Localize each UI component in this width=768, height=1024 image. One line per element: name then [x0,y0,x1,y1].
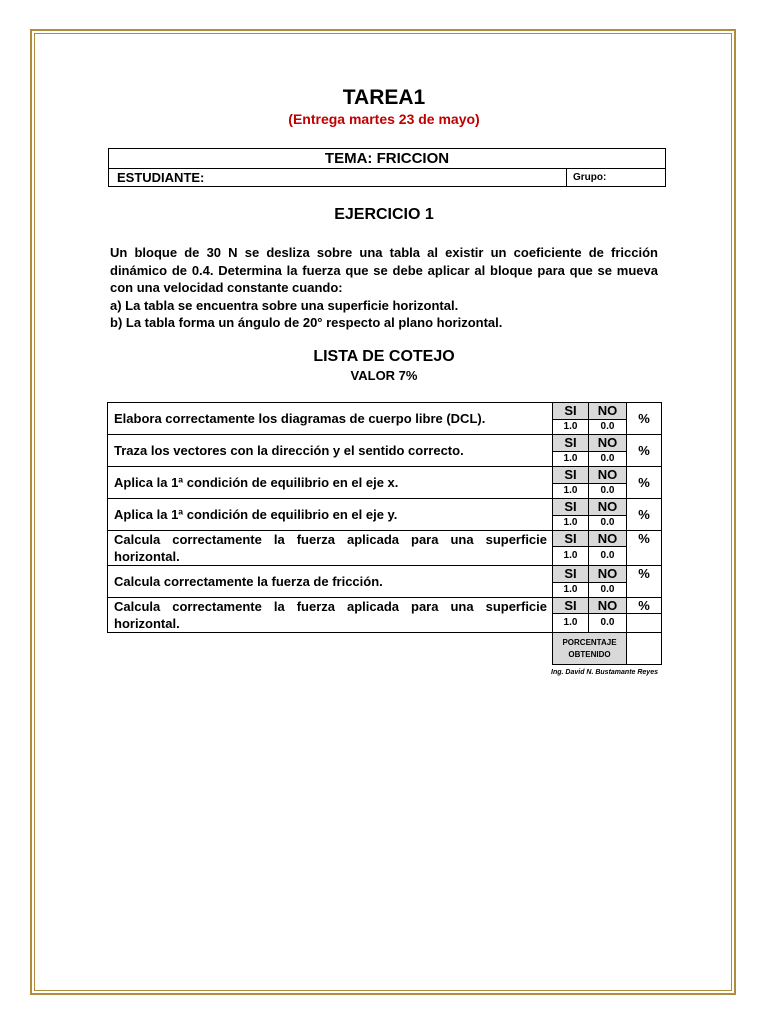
no-header: NO [589,566,627,583]
porcentaje-line1: PORCENTAJE [562,637,617,647]
checklist-row [108,598,662,614]
exercise-part-a: a) La tabla se encuentra sobre una superficie horizontal. [110,297,459,313]
pct-header: % [627,531,662,566]
no-value: 0.0 [589,547,627,566]
no-header: NO [589,467,627,484]
criterion-text: Calcula correctamente la fuerza de fricción. [108,566,553,598]
no-value: 0.0 [589,614,627,633]
si-value: 1.0 [553,483,589,498]
si-header: SI [553,435,589,452]
si-header: SI [553,499,589,516]
si-value: 1.0 [553,547,589,566]
total-row [108,633,662,665]
no-value: 0.0 [589,515,627,530]
criterion-text: Calcula correctamente la fuerza aplicada para una superficie horizontal. [108,531,553,566]
criterion-text: Elabora correctamente los diagramas de cuerpo libre (DCL). [108,403,553,435]
si-value: 1.0 [553,614,589,633]
header-table [108,148,666,187]
exercise-heading: EJERCICIO 1 [334,206,434,223]
checklist-row [108,435,662,452]
criterion-text: Aplica la 1ª condición de equilibrio en el eje y. [108,499,553,531]
si-header: SI [553,598,589,614]
no-header: NO [589,531,627,547]
criterion-text: Traza los vectores con la dirección y el sentido correcto. [108,435,553,467]
pct-blank-cell [627,614,662,633]
no-value: 0.0 [589,483,627,498]
criterion-text: Calcula correctamente la fuerza aplicada para una superficie horizontal. [108,598,553,633]
no-header: NO [589,435,627,452]
no-value: 0.0 [589,419,627,434]
checklist-table [107,402,662,665]
no-value: 0.0 [589,451,627,466]
pct-header: % [627,566,662,598]
no-header: NO [589,499,627,516]
si-header: SI [553,467,589,484]
pct-header: % [627,403,662,435]
checklist-row [108,499,662,516]
si-value: 1.0 [553,419,589,434]
si-header: SI [553,566,589,583]
group-field: Grupo: [567,169,666,187]
pct-header: % [627,598,662,614]
porcentaje-line2: OBTENIDO [568,649,611,659]
no-value: 0.0 [589,582,627,597]
porcentaje-obtenido-value [627,633,662,665]
checklist-row [108,566,662,583]
no-header: NO [589,598,627,614]
si-value: 1.0 [553,515,589,530]
si-value: 1.0 [553,582,589,597]
page-title: TAREA1 [342,86,426,109]
checklist-row [108,467,662,484]
checklist-heading: LISTA DE COTEJO [313,348,455,365]
page-subtitle: (Entrega martes 23 de mayo) [288,111,480,127]
pct-header: % [627,435,662,467]
criterion-text: Aplica la 1ª condición de equilibrio en el eje x. [108,467,553,499]
tema-title: TEMA: FRICCION [109,149,666,169]
no-header: NO [589,403,627,420]
exercise-part-b: b) La tabla forma un ángulo de 20° respecto al plano horizontal. [110,315,503,330]
total-spacer [108,633,553,665]
author-footer: Ing. David N. Bustamante Reyes [551,669,658,676]
exercise-statement: Un bloque de 30 N se desliza sobre una tabla al existir un coeficiente de fricción dinámico de 0.4. Determina la fuerza que se debe aplicar al bloque para que se mueva con una velocidad constante cuando: [110,245,658,295]
porcentaje-obtenido-label [553,633,627,665]
checklist-row [108,403,662,420]
checklist-value: VALOR 7% [350,368,418,383]
si-header: SI [553,531,589,547]
pct-header: % [627,467,662,499]
student-field: ESTUDIANTE: [109,169,567,187]
si-value: 1.0 [553,451,589,466]
checklist-row [108,531,662,547]
pct-header: % [627,499,662,531]
exercise-text [110,244,658,332]
si-header: SI [553,403,589,420]
